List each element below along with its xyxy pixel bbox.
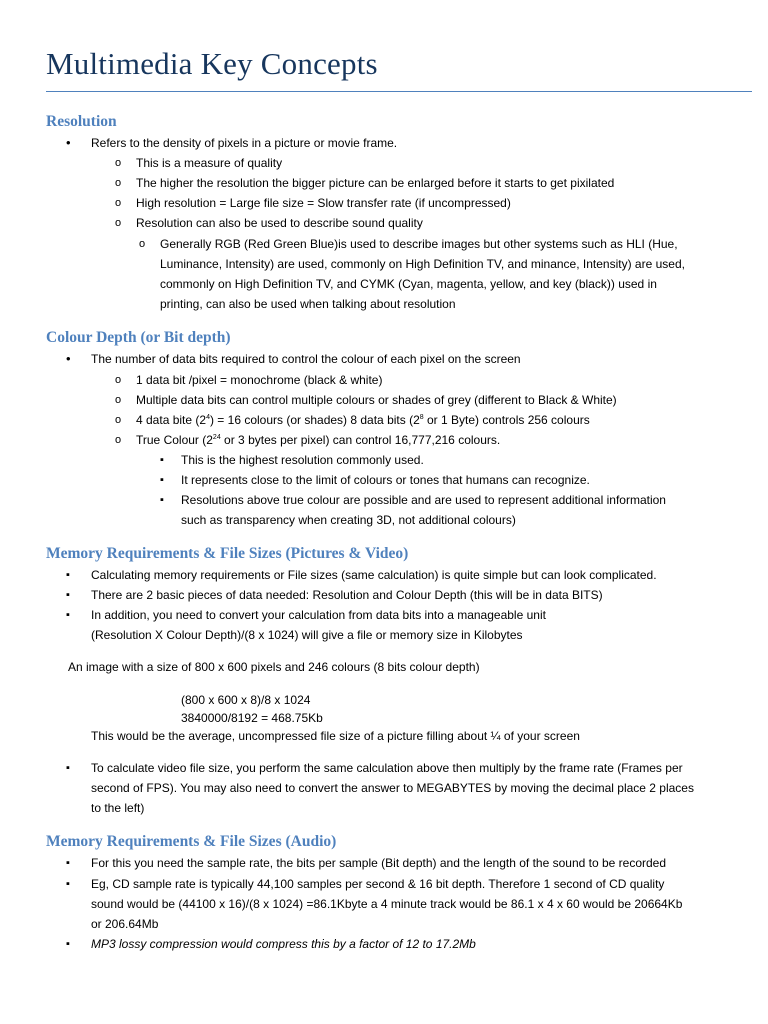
- heading-memory-pictures: Memory Requirements & File Sizes (Pictures & Video): [46, 545, 409, 562]
- colour-depth-sub-1: 1 data bit /pixel = monochrome (black & white): [136, 373, 383, 387]
- memory-calc-1: (800 x 600 x 8)/8 x 1024: [181, 693, 311, 707]
- square-bullet: ▪: [66, 857, 70, 869]
- square-bullet: ▪: [160, 474, 164, 486]
- resolution-sub-1: This is a measure of quality: [136, 156, 283, 170]
- resolution-detail-line-1: Generally RGB (Red Green Blue)is used to describe images but other systems such as HLI (Hue,: [160, 237, 678, 251]
- colour-depth-bullet-1: The number of data bits required to control the colour of each pixel on the screen: [91, 352, 521, 366]
- circle-bullet: o: [115, 434, 122, 446]
- circle-bullet: o: [115, 157, 122, 169]
- memory-audio-bullet-2-line-3: or 206.64Mb: [91, 917, 159, 931]
- colour-depth-sub-3: 4 data bite $(2^4) = 16$ colours (or shades) 8 data bits ($2^8$ or 1 Byte) controls 256 colours: [136, 413, 590, 427]
- memory-pictures-bullet-4-line-3: to the left): [91, 801, 145, 815]
- circle-bullet: o: [115, 374, 122, 386]
- square-bullet: ▪: [66, 589, 70, 601]
- memory-example: An image with a size of 800 x 600 pixels and 246 colours (8 bits colour depth): [68, 660, 480, 674]
- heading-colour-depth: Colour Depth (or Bit depth): [46, 329, 231, 346]
- memory-pictures-bullet-4-line-2: second of FPS). You may also need to convert the answer to MEGABYTES by moving the decimal place 2 places: [91, 781, 694, 795]
- square-bullet: ▪: [160, 494, 164, 506]
- circle-bullet: o: [115, 414, 122, 426]
- circle-bullet: o: [139, 238, 146, 250]
- heading-memory-audio: Memory Requirements & File Sizes (Audio): [46, 833, 337, 850]
- heading-resolution: Resolution: [46, 113, 117, 130]
- resolution-detail-line-3: commonly on High Definition TV, and CYMK (Cyan, magenta, yellow, and key (black)) used in: [160, 277, 657, 291]
- square-bullet: ▪: [160, 454, 164, 466]
- memory-audio-bullet-2-line-2: sound would be (44100 x 16)/(8 x 1024) =86.1Kbyte a 4 minute track would be 86.1 x 4 x 60 would be 20664Kb: [91, 897, 683, 911]
- square-bullet: ▪: [66, 938, 70, 950]
- page-title: Multimedia Key Concepts: [46, 46, 378, 81]
- resolution-detail-line-4: printing, can also be used when talking about resolution: [160, 297, 456, 311]
- memory-pictures-bullet-1: Calculating memory requirements or File sizes (same calculation) is quite simple but can look complicated.: [91, 568, 657, 582]
- memory-pictures-bullet-3-line-1: In addition, you need to convert your calculation from data bits into a manageable unit: [91, 608, 546, 622]
- colour-depth-detail-3-line-2: such as transparency when creating 3D, not additional colours): [181, 513, 516, 527]
- memory-pictures-bullet-3-line-2: (Resolution X Colour Depth)/(8 x 1024) will give a file or memory size in Kilobytes: [91, 628, 523, 642]
- colour-depth-sub-2: Multiple data bits can control multiple colours or shades of grey (different to Black & White): [136, 393, 617, 407]
- memory-pictures-bullet-4-line-1: To calculate video file size, you perform the same calculation above then multiply by the frame rate (Frames per: [91, 761, 683, 775]
- colour-depth-sub-4: True Colour ($2^{24}$ or 3 bytes per pixel) can control 16,777,216 colours.: [136, 433, 501, 447]
- resolution-bullet-1: Refers to the density of pixels in a picture or movie frame.: [91, 136, 398, 150]
- circle-bullet: o: [115, 394, 122, 406]
- colour-depth-detail-1: This is the highest resolution commonly used.: [181, 453, 424, 467]
- memory-audio-bullet-3: MP3 lossy compression would compress this by a factor of 12 to 17.2Mb: [91, 937, 476, 951]
- square-bullet: ▪: [66, 569, 70, 581]
- circle-bullet: o: [115, 197, 122, 209]
- colour-depth-detail-2: It represents close to the limit of colours or tones that humans can recognize.: [181, 473, 590, 487]
- memory-calc-2: 3840000/8192 = 468.75Kb: [181, 711, 323, 725]
- circle-bullet: o: [115, 177, 122, 189]
- resolution-sub-2: The higher the resolution the bigger picture can be enlarged before it starts to get pixilated: [136, 176, 615, 190]
- memory-audio-bullet-2-line-1: Eg, CD sample rate is typically 44,100 samples per second & 16 bit depth. Therefore 1 second of CD quality: [91, 877, 665, 891]
- disc-bullet: •: [66, 135, 71, 150]
- resolution-sub-3: High resolution = Large file size = Slow transfer rate (if uncompressed): [136, 196, 511, 210]
- square-bullet: ▪: [66, 878, 70, 890]
- disc-bullet: •: [66, 351, 71, 366]
- memory-pictures-bullet-2: There are 2 basic pieces of data needed: Resolution and Colour Depth (this will be in data BITS): [91, 588, 603, 602]
- resolution-sub-4: Resolution can also be used to describe sound quality: [136, 216, 423, 230]
- square-bullet: ▪: [66, 762, 70, 774]
- circle-bullet: o: [115, 217, 122, 229]
- memory-audio-bullet-1: For this you need the sample rate, the bits per sample (Bit depth) and the length of the sound to be recorded: [91, 856, 667, 870]
- resolution-detail-line-2: Luminance, Intensity) are used, commonly on High Definition TV, and minance, Intensity) are used,: [160, 257, 685, 271]
- memory-note: This would be the average, uncompressed file size of a picture filling about ¼ of your screen: [91, 729, 580, 743]
- title-underline: [46, 91, 752, 92]
- colour-depth-detail-3-line-1: Resolutions above true colour are possible and are used to represent additional information: [181, 493, 666, 507]
- square-bullet: ▪: [66, 609, 70, 621]
